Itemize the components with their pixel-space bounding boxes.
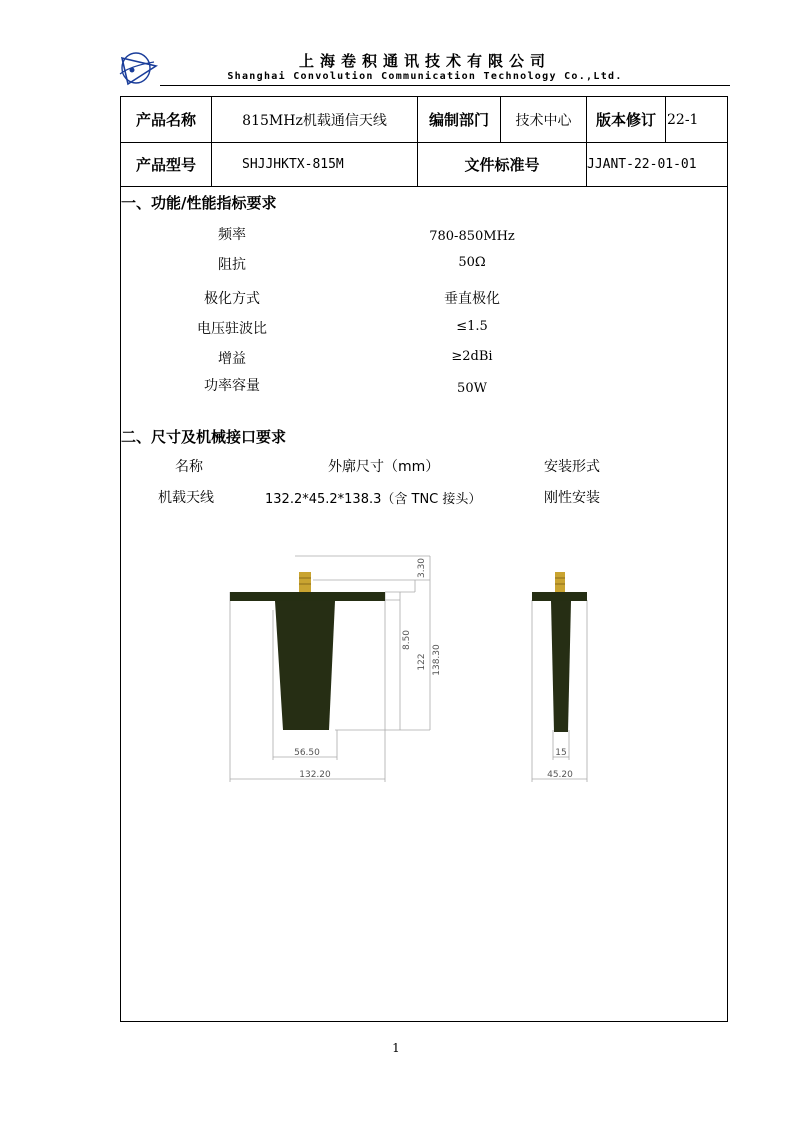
table-divider bbox=[120, 186, 728, 187]
flange bbox=[230, 592, 385, 601]
dim-body: 122 bbox=[417, 653, 427, 671]
side-flange bbox=[532, 592, 587, 601]
row-name: 机载天线 bbox=[158, 490, 214, 506]
row-mount: 刚性安装 bbox=[544, 490, 600, 506]
spec-label: 电压驻波比 bbox=[197, 321, 267, 337]
spec-value: ≤1.5 bbox=[456, 319, 488, 334]
table-divider bbox=[665, 96, 666, 142]
model-label: 产品型号 bbox=[135, 156, 196, 174]
spec-value: 780-850MHz bbox=[429, 229, 515, 244]
section1-title: 一、功能/性能指标要求 bbox=[121, 194, 277, 212]
doc-no-label: 文件标准号 bbox=[464, 156, 540, 174]
doc-no-value: JJANT-22-01-01 bbox=[587, 157, 697, 172]
version-value: 22-1 bbox=[667, 111, 699, 128]
company-logo bbox=[118, 44, 158, 88]
spec-label: 增益 bbox=[218, 351, 246, 367]
model-value: SHJJHKTX-815M bbox=[242, 157, 344, 172]
header-rule bbox=[160, 85, 730, 86]
col-header-mount: 安装形式 bbox=[544, 459, 600, 475]
page-number: 1 bbox=[392, 1041, 400, 1055]
tnc-connector bbox=[299, 572, 311, 592]
row-dims: 132.2*45.2*138.3（含 TNC 接头） bbox=[265, 492, 482, 507]
spec-label: 阻抗 bbox=[218, 257, 246, 273]
radome-body bbox=[275, 601, 335, 730]
spec-label: 极化方式 bbox=[204, 291, 260, 307]
company-name-en: Shanghai Convolution Communication Technology Co.,Ltd. bbox=[227, 71, 623, 82]
product-name-label: 产品名称 bbox=[135, 111, 196, 129]
spec-value: 垂直极化 bbox=[444, 291, 500, 307]
spec-value: ≥2dBi bbox=[451, 349, 493, 364]
dept-value: 技术中心 bbox=[515, 112, 572, 129]
col-header-dims: 外廓尺寸（mm） bbox=[328, 459, 440, 475]
spec-value: 50Ω bbox=[458, 255, 486, 270]
company-name-cn: 上海卷积通讯技术有限公司 bbox=[298, 52, 551, 70]
side-radome-body bbox=[551, 601, 571, 732]
version-label: 版本修订 bbox=[595, 111, 656, 129]
dim-flange: 8.50 bbox=[402, 629, 412, 651]
spec-label: 功率容量 bbox=[204, 378, 260, 394]
side-dim-overall: 45.20 bbox=[547, 770, 573, 780]
product-name-value: 815MHz机载通信天线 bbox=[242, 112, 387, 129]
side-tnc-connector bbox=[555, 572, 565, 592]
dim-overall-width: 132.20 bbox=[299, 770, 331, 780]
col-header-name: 名称 bbox=[175, 459, 203, 475]
dim-bottom-width: 56.50 bbox=[294, 748, 320, 758]
side-dim-bottom: 15 bbox=[555, 748, 567, 758]
spec-label: 频率 bbox=[218, 227, 246, 243]
dept-label: 编制部门 bbox=[428, 111, 489, 129]
dim-total: 138.30 bbox=[432, 644, 442, 676]
antenna-side-view bbox=[515, 560, 610, 785]
spec-value: 50W bbox=[457, 381, 487, 396]
dim-top-conn: 3.30 bbox=[417, 557, 427, 579]
antenna-front-view bbox=[225, 550, 455, 785]
section2-title: 二、尺寸及机械接口要求 bbox=[121, 428, 287, 446]
